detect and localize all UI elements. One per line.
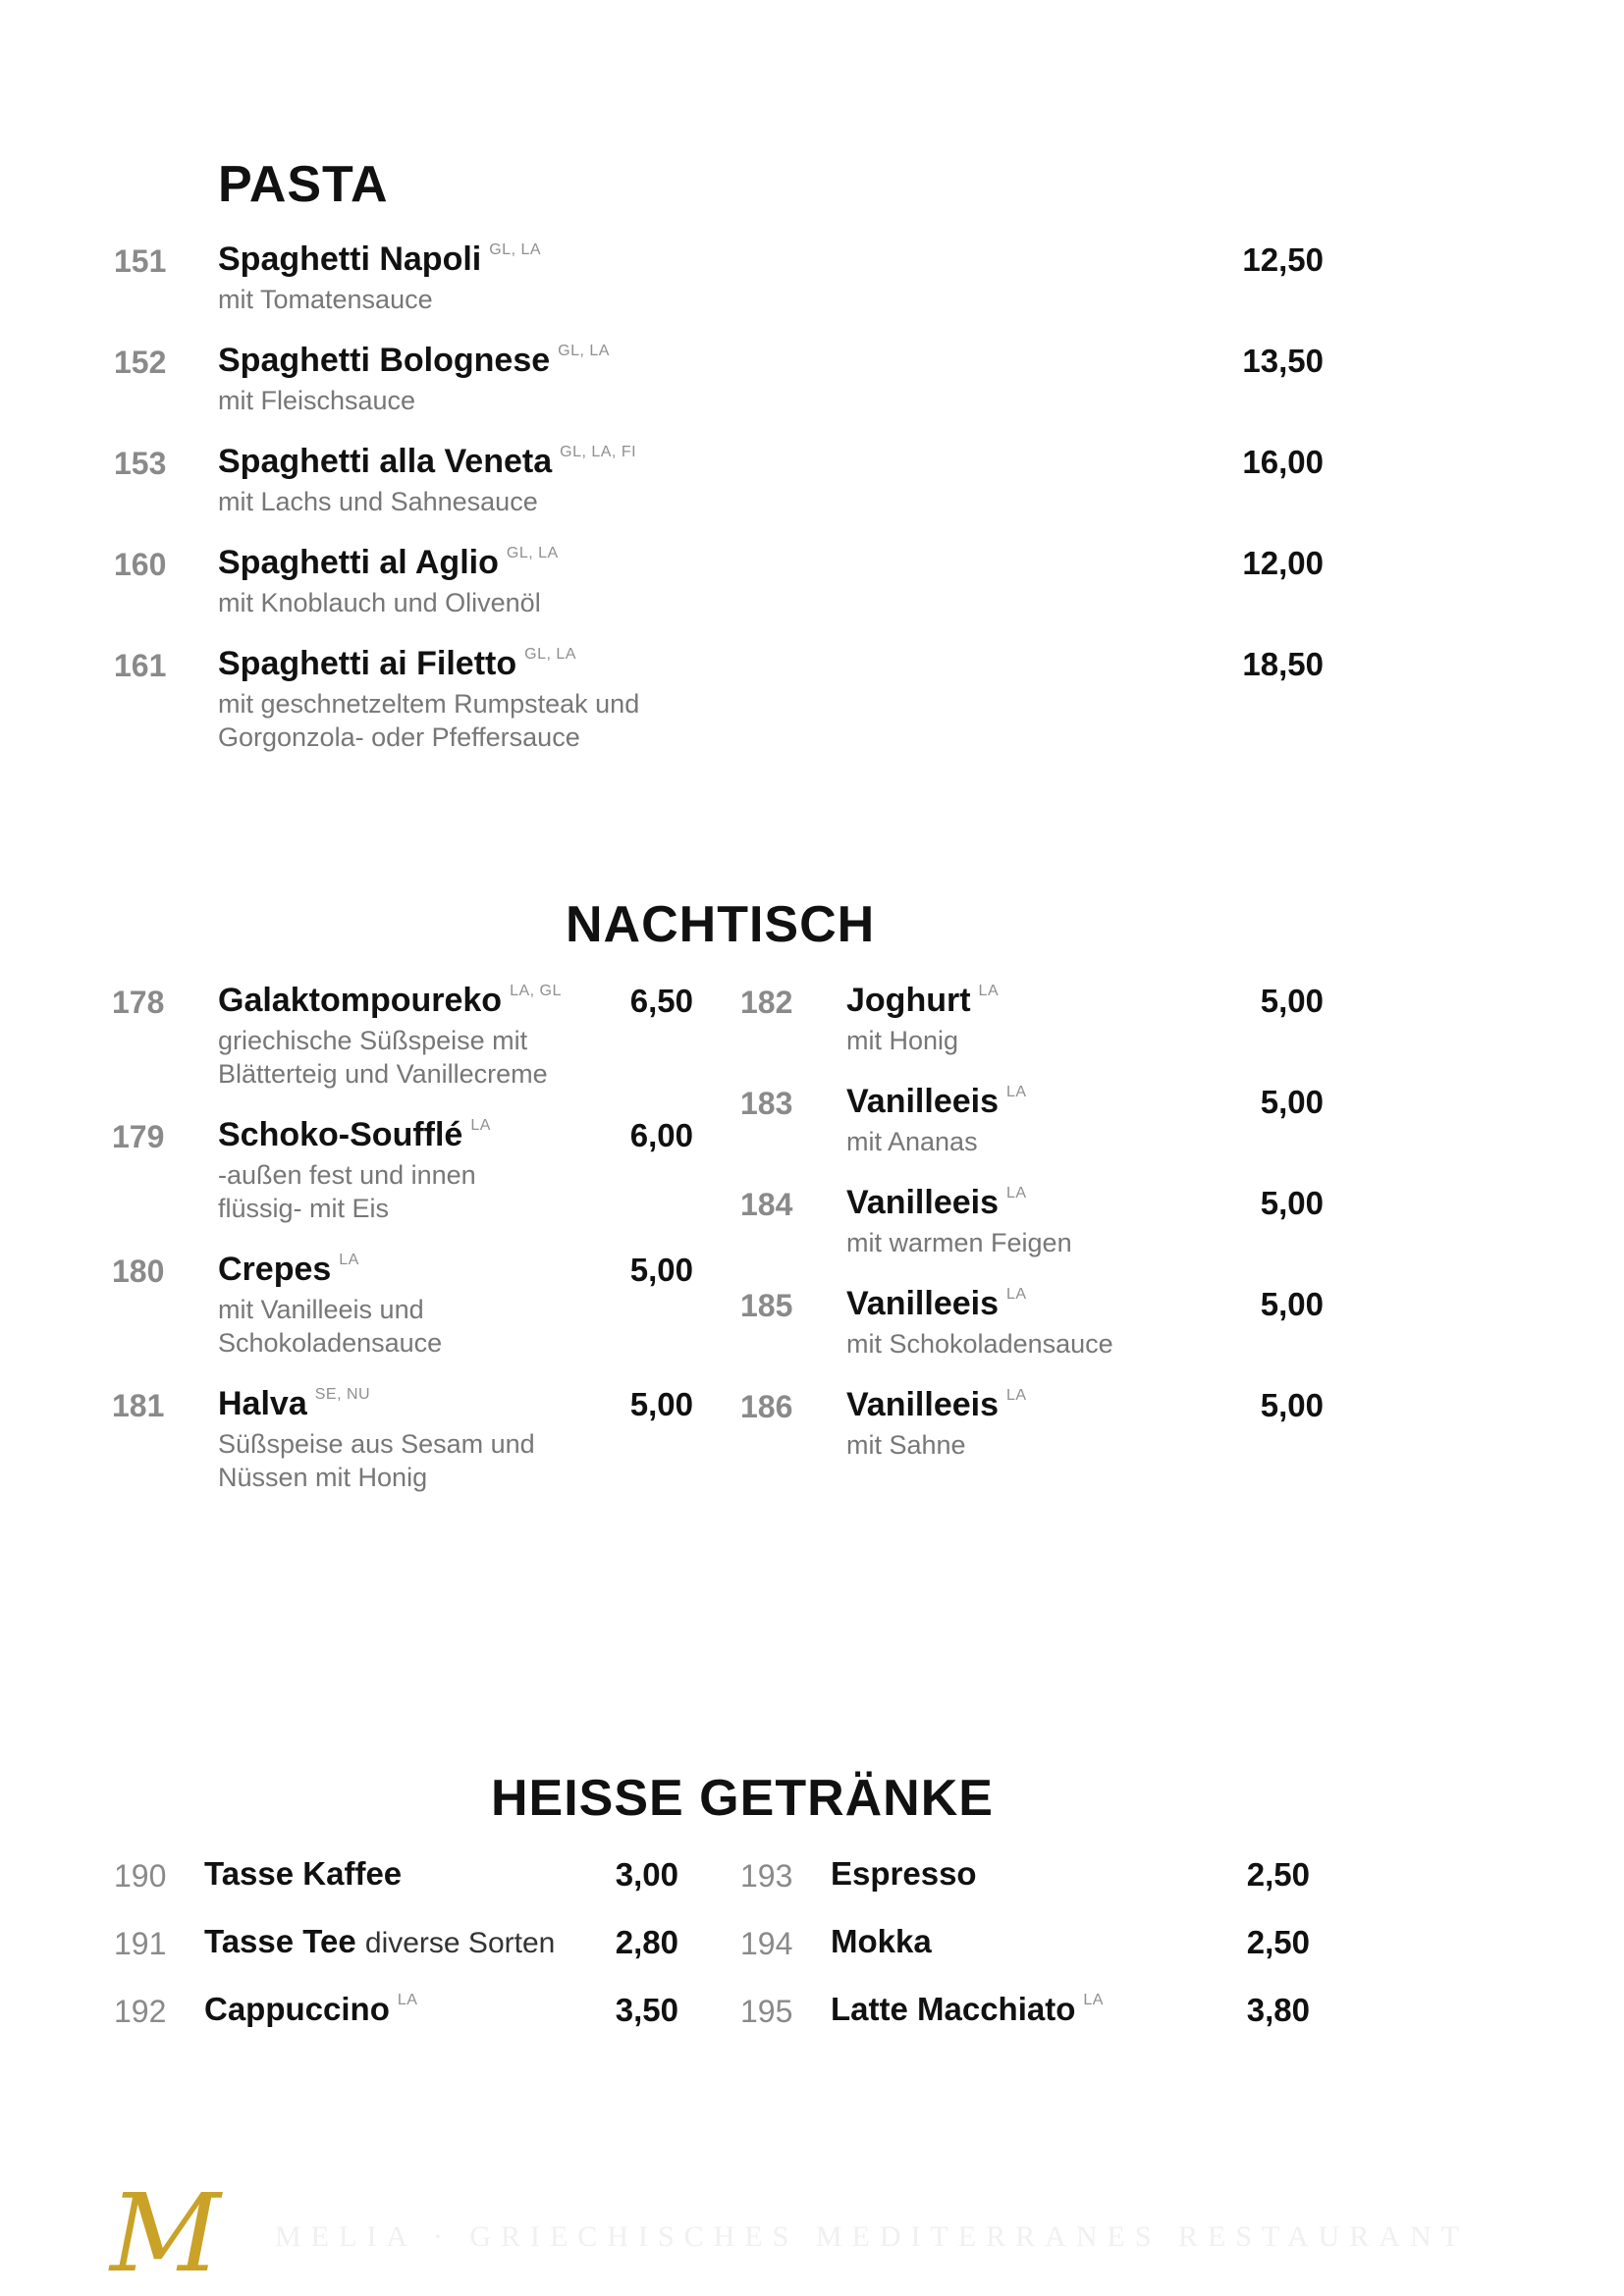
item-description: Nüssen mit Honig xyxy=(218,1463,428,1492)
item-price: 5,00 xyxy=(1260,1084,1324,1120)
allergen-tags: GL, LA xyxy=(506,545,559,561)
item-name xyxy=(218,240,541,279)
item-description: mit Fleischsauce xyxy=(218,386,416,415)
item-name-text: Mokka xyxy=(831,1923,932,1959)
item-name-suffix: diverse Sorten xyxy=(364,1927,556,1959)
item-number: 179 xyxy=(112,1119,165,1154)
item-price: 2,50 xyxy=(1246,1924,1310,1960)
item-description: mit Honig xyxy=(846,1026,959,1055)
item-description: mit Lachs und Sahnesauce xyxy=(218,487,538,516)
item-number: 186 xyxy=(740,1389,793,1424)
item-name xyxy=(218,342,610,380)
item-price: 18,50 xyxy=(1242,646,1324,682)
item-description: mit Tomatensauce xyxy=(218,285,433,314)
item-number: 193 xyxy=(740,1858,793,1894)
item-price: 6,50 xyxy=(629,983,693,1019)
item-name-text: Vanilleeis xyxy=(846,1083,999,1120)
item-number: 178 xyxy=(112,985,165,1020)
item-number: 153 xyxy=(114,446,167,481)
item-name xyxy=(846,1184,1027,1222)
item-name-text: Cappuccino xyxy=(204,1991,390,2027)
allergen-tags: GL, LA xyxy=(558,343,610,359)
item-number: 181 xyxy=(112,1388,165,1423)
item-name-text: Joghurt xyxy=(846,982,971,1019)
item-price: 5,00 xyxy=(1260,1185,1324,1221)
item-description: mit warmen Feigen xyxy=(846,1228,1072,1257)
item-number: 152 xyxy=(114,345,167,380)
item-name xyxy=(218,443,636,481)
item-description: -außen fest und innen xyxy=(218,1160,476,1190)
item-name-text: Vanilleeis xyxy=(846,1184,999,1221)
item-price: 5,00 xyxy=(1260,1387,1324,1423)
item-price: 5,00 xyxy=(1260,983,1324,1019)
allergen-tags: GL, LA xyxy=(524,646,576,663)
item-name xyxy=(218,544,559,582)
item-price: 13,50 xyxy=(1242,343,1324,379)
item-description: Gorgonzola- oder Pfeffersauce xyxy=(218,722,580,752)
item-description: mit Knoblauch und Olivenöl xyxy=(218,588,541,617)
item-price: 3,50 xyxy=(615,1992,678,2028)
item-name xyxy=(204,1855,402,1893)
item-number: 160 xyxy=(114,547,167,582)
item-description: Blätterteig und Vanillecreme xyxy=(218,1059,548,1089)
footer-tagline: MELIA · GRIECHISCHES MEDITERRANES RESTAURANT xyxy=(275,2220,1469,2253)
item-name xyxy=(204,1923,555,1960)
item-description: mit geschnetzeltem Rumpsteak und xyxy=(218,689,640,719)
item-number: 151 xyxy=(114,243,167,279)
item-name xyxy=(218,1251,359,1289)
item-price: 12,50 xyxy=(1242,241,1324,278)
item-description: flüssig- mit Eis xyxy=(218,1194,390,1223)
allergen-tags: LA xyxy=(1006,1185,1027,1201)
item-name xyxy=(846,1285,1027,1323)
pasta-title: PASTA xyxy=(218,156,389,213)
allergen-tags: LA xyxy=(1006,1084,1027,1100)
item-name xyxy=(218,982,562,1020)
item-name-text: Spaghetti al Aglio xyxy=(218,544,499,581)
allergen-tags: LA xyxy=(978,983,1000,999)
item-name xyxy=(204,1991,417,2028)
item-description: mit Schokoladensauce xyxy=(846,1329,1113,1359)
item-price: 16,00 xyxy=(1242,444,1324,480)
item-name-text: Latte Macchiato xyxy=(831,1991,1076,2027)
item-name-text: Spaghetti ai Filetto xyxy=(218,645,517,682)
item-name xyxy=(218,1116,491,1154)
item-number: 185 xyxy=(740,1288,793,1323)
nachtisch-title: NACHTISCH xyxy=(566,896,876,953)
allergen-tags: SE, NU xyxy=(314,1386,371,1403)
item-name-text: Tasse Tee xyxy=(204,1923,356,1959)
item-price: 3,80 xyxy=(1246,1992,1310,2028)
item-name xyxy=(218,645,576,683)
item-description: mit Ananas xyxy=(846,1127,978,1156)
item-description: Schokoladensauce xyxy=(218,1328,443,1358)
restaurant-logo: M xyxy=(110,2170,221,2296)
item-name-text: Spaghetti Bolognese xyxy=(218,342,551,379)
allergen-tags: GL, LA xyxy=(489,241,542,258)
item-name-text: Vanilleeis xyxy=(846,1386,999,1423)
item-description: griechische Süßspeise mit xyxy=(218,1026,528,1055)
item-price: 5,00 xyxy=(1260,1286,1324,1322)
item-price: 2,50 xyxy=(1246,1856,1310,1893)
item-name-text: Vanilleeis xyxy=(846,1285,999,1322)
item-price: 2,80 xyxy=(615,1924,678,1960)
item-name-text: Tasse Kaffee xyxy=(204,1855,403,1892)
item-name xyxy=(846,1386,1027,1424)
item-name-text: Espresso xyxy=(831,1855,977,1892)
item-name-text: Spaghetti alla Veneta xyxy=(218,443,553,480)
item-name-text: Halva xyxy=(218,1385,307,1422)
item-price: 5,00 xyxy=(629,1386,693,1422)
item-name xyxy=(846,982,999,1020)
item-price: 6,00 xyxy=(629,1117,693,1153)
item-price: 12,00 xyxy=(1242,545,1324,581)
allergen-tags: LA xyxy=(1083,1992,1104,2008)
item-description: Süßspeise aus Sesam und xyxy=(218,1429,535,1459)
item-number: 191 xyxy=(114,1926,167,1961)
item-number: 192 xyxy=(114,1994,167,2029)
item-name xyxy=(218,1385,370,1423)
item-price: 5,00 xyxy=(629,1252,693,1288)
item-name-text: Spaghetti Napoli xyxy=(218,240,482,278)
item-name xyxy=(831,1991,1104,2028)
item-number: 195 xyxy=(740,1994,793,2029)
item-name-text: Schoko-Soufflé xyxy=(218,1116,463,1153)
item-description: mit Sahne xyxy=(846,1430,966,1460)
item-number: 194 xyxy=(740,1926,793,1961)
allergen-tags: LA xyxy=(470,1117,491,1134)
item-number: 184 xyxy=(740,1187,793,1222)
getraenke-title: HEISSE GETRÄNKE xyxy=(491,1770,994,1827)
item-number: 182 xyxy=(740,985,793,1020)
item-number: 183 xyxy=(740,1086,793,1121)
item-name-text: Crepes xyxy=(218,1251,332,1288)
allergen-tags: LA xyxy=(397,1992,418,2008)
item-number: 161 xyxy=(114,648,167,683)
item-number: 180 xyxy=(112,1254,165,1289)
allergen-tags: LA xyxy=(1006,1286,1027,1303)
allergen-tags: GL, LA, FI xyxy=(560,444,637,460)
item-description: mit Vanilleeis und xyxy=(218,1295,424,1324)
allergen-tags: LA xyxy=(1006,1387,1027,1404)
item-price: 3,00 xyxy=(615,1856,678,1893)
item-name xyxy=(831,1855,977,1893)
item-number: 190 xyxy=(114,1858,167,1894)
item-name xyxy=(846,1083,1027,1121)
allergen-tags: LA, GL xyxy=(510,983,562,999)
allergen-tags: LA xyxy=(339,1252,359,1268)
item-name xyxy=(831,1923,932,1960)
item-name-text: Galaktompoureko xyxy=(218,982,503,1019)
